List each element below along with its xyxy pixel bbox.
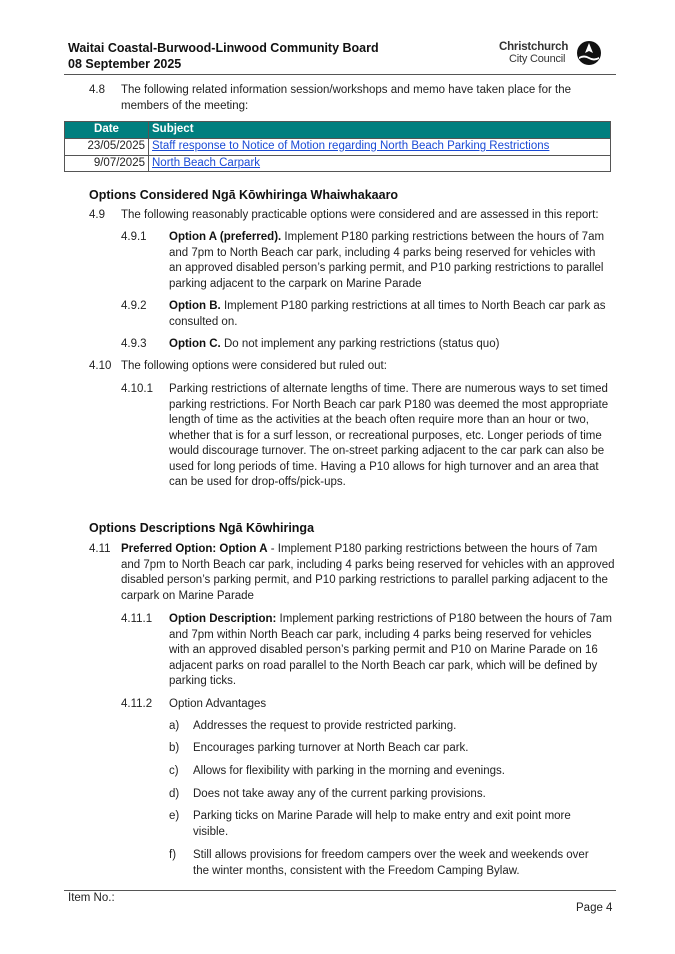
list-marker: d) bbox=[169, 788, 180, 800]
option-text: - Implement P180 parking restrictions between the hours of 7am and 7pm to North Beach car park, including 4 parks being reserved for vehicles with an approved disabled person’s parking permit, and P10 parking restrictions to parallel parking adjacent to the carpark on Marine Parade bbox=[121, 543, 615, 602]
related-sessions-table bbox=[64, 121, 611, 172]
para-text bbox=[121, 542, 616, 604]
col-header-date: Date bbox=[65, 122, 149, 139]
para-number: 4.11 bbox=[89, 543, 111, 555]
list-marker: f) bbox=[169, 849, 177, 861]
row-subject bbox=[149, 155, 611, 172]
option-label: Option C. bbox=[169, 338, 221, 350]
option-label: Preferred Option: Option A bbox=[121, 543, 268, 555]
meeting-date: 08 September 2025 bbox=[68, 57, 182, 71]
list-marker: e) bbox=[169, 810, 180, 822]
para-text bbox=[169, 612, 613, 690]
option-text: Implement P180 parking restrictions at all times to North Beach car park as consulted on. bbox=[169, 300, 606, 328]
section-heading-options-considered: Options Considered Ngā Kōwhiringa Whaiwhakaaro bbox=[89, 188, 399, 202]
table-row bbox=[65, 139, 611, 156]
list-text: Addresses the request to provide restricted parking. bbox=[193, 720, 457, 732]
option-text: Implement parking restrictions of P180 between the hours of 7am and 7pm within North Beach car park, including 4 parks being reserved for vehicles with an approved disabled person’s parking permit and P10 on Marine Parade on 16 adjacent parks on road parallel to the North Beach car park, which will be defined by parking ticks. bbox=[169, 613, 612, 687]
option-text: Implement P180 parking restrictions between the hours of 7am and 7pm to North Beach car park, including 4 parks being reserved for vehicles with an approved disabled person’s parking permit, and P10 parking restrictions to parallel parking adjacent to the carpark on Marine Parade bbox=[169, 231, 605, 290]
para-number: 4.9.2 bbox=[121, 300, 147, 312]
para-text: Option Advantages bbox=[169, 698, 267, 710]
board-name: Waitai Coastal-Burwood-Linwood Community Board bbox=[68, 41, 379, 55]
logo-line2: City Council bbox=[509, 53, 566, 65]
council-logo-icon bbox=[576, 40, 602, 66]
row-date: 9/07/2025 bbox=[65, 155, 149, 172]
row-subject bbox=[149, 139, 611, 156]
list-text: Allows for flexibility with parking in the morning and evenings. bbox=[193, 765, 505, 777]
para-number: 4.9.3 bbox=[121, 338, 147, 350]
para-number: 4.9 bbox=[89, 209, 105, 221]
page-number: Page 4 bbox=[576, 902, 613, 914]
para-text bbox=[169, 230, 609, 292]
list-marker: a) bbox=[169, 720, 180, 732]
logo-line1: Christchurch bbox=[499, 41, 569, 53]
list-text: Does not take away any of the current parking provisions. bbox=[193, 788, 486, 800]
footer-rule bbox=[64, 890, 616, 891]
list-text: Parking ticks on Marine Parade will help to make entry and exit point more visible. bbox=[193, 810, 571, 838]
list-marker: c) bbox=[169, 765, 179, 777]
para-text: Parking restrictions of alternate lengths of time. There are numerous ways to set timed parking restrictions. For North Beach car park P180 was deemed the most appropriate length of time as the activities at the beach often require more than an hour or two, whether that is for a surf lesson, or recreational purposes, etc. Longer periods of time would discourage turnover. The on-street parking adjacent to the car park can also be used for long periods of time. Having a P10 allows for high turnover and an area that can be used for drop-offs/pick-ups. bbox=[169, 383, 609, 488]
para-number: 4.9.1 bbox=[121, 231, 147, 243]
footer-item-number: Item No.: bbox=[68, 892, 115, 904]
document-header bbox=[68, 40, 379, 72]
header-rule bbox=[64, 74, 616, 75]
para-text: The following reasonably practicable options were considered and are assessed in this report: bbox=[121, 209, 599, 221]
para-text bbox=[169, 299, 609, 330]
table-header-row bbox=[65, 122, 611, 139]
para-number: 4.11.1 bbox=[121, 613, 153, 625]
council-logo bbox=[493, 40, 605, 68]
para-number: 4.10.1 bbox=[121, 383, 153, 395]
row-date: 23/05/2025 bbox=[65, 139, 149, 156]
para-text: The following options were considered but ruled out: bbox=[121, 360, 387, 372]
option-text: Do not implement any parking restrictions (status quo) bbox=[220, 338, 500, 350]
para-number: 4.11.2 bbox=[121, 698, 153, 710]
list-text: Still allows provisions for freedom campers over the week and weekends over the winter months, consistent with the Freedom Camping Bylaw. bbox=[193, 849, 589, 877]
table-row bbox=[65, 155, 611, 172]
para-text bbox=[169, 337, 609, 353]
option-label: Option Description: bbox=[169, 613, 277, 625]
option-label: Option A (preferred). bbox=[169, 231, 282, 243]
para-text: The following related information session/workshops and memo have taken place for the members of the meeting: bbox=[121, 84, 572, 112]
section-heading-options-descriptions: Options Descriptions Ngā Kōwhiringa bbox=[89, 521, 315, 535]
list-marker: b) bbox=[169, 742, 180, 754]
para-number: 4.8 bbox=[89, 84, 105, 96]
subject-link[interactable]: North Beach Carpark bbox=[152, 156, 261, 169]
option-label: Option B. bbox=[169, 300, 221, 312]
subject-link[interactable]: Staff response to Notice of Motion regarding North Beach Parking Restrictions bbox=[152, 140, 550, 152]
para-number: 4.10 bbox=[89, 360, 112, 372]
list-text: Encourages parking turnover at North Beach car park. bbox=[193, 742, 469, 754]
col-header-subject: Subject bbox=[149, 122, 611, 139]
